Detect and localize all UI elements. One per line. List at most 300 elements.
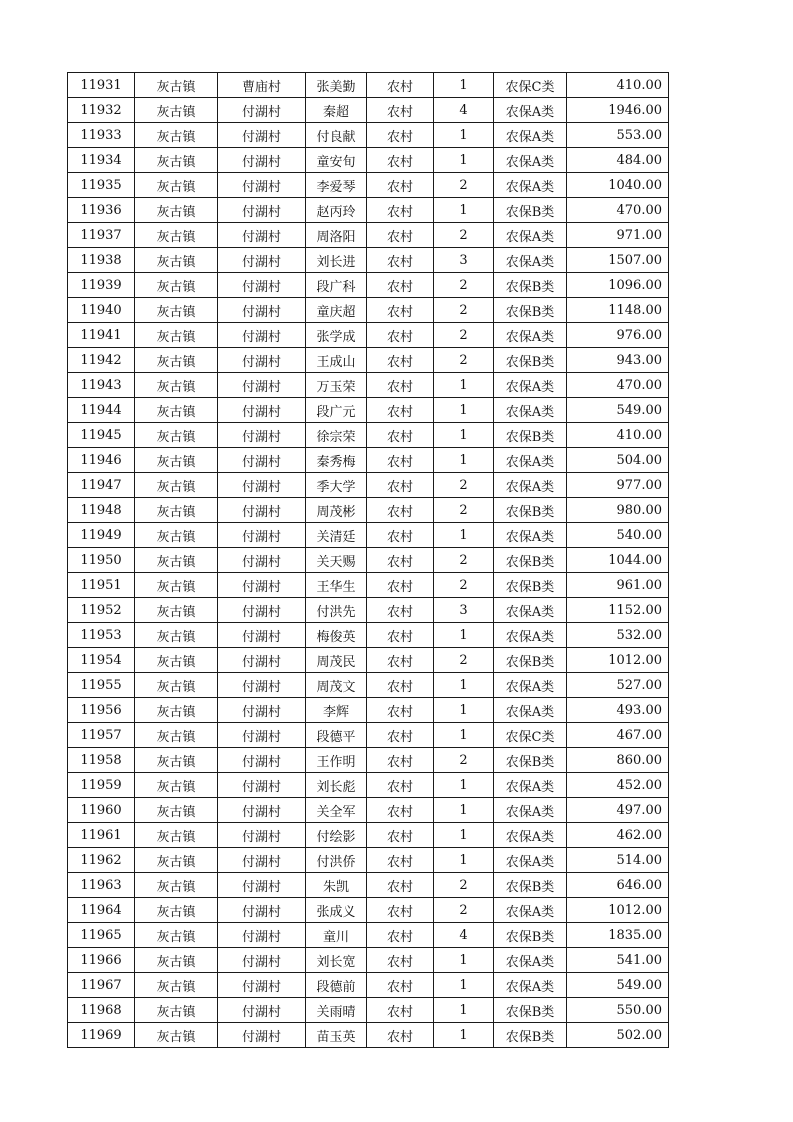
table-row: [68, 673, 669, 698]
cell-insurance-category: 农保A类: [494, 398, 567, 423]
cell-village: 付湖村: [218, 623, 306, 648]
cell-insurance-category: 农保B类: [494, 748, 567, 773]
cell-household-type: 农村: [367, 573, 434, 598]
cell-insurance-category: 农保A类: [494, 798, 567, 823]
cell-insurance-category: 农保B类: [494, 198, 567, 223]
cell-insurance-category: 农保A类: [494, 773, 567, 798]
cell-town: 灰古镇: [135, 98, 218, 123]
cell-amount: 462.00: [567, 823, 669, 848]
cell-record-id: 11931: [68, 73, 135, 98]
cell-name: 周洛阳: [306, 223, 367, 248]
cell-household-type: 农村: [367, 323, 434, 348]
cell-household-type: 农村: [367, 123, 434, 148]
table-row: [68, 98, 669, 123]
cell-insurance-category: 农保A类: [494, 948, 567, 973]
cell-village: 付湖村: [218, 598, 306, 623]
cell-name: 张美勤: [306, 73, 367, 98]
cell-town: 灰古镇: [135, 648, 218, 673]
table-row: [68, 523, 669, 548]
cell-village: 付湖村: [218, 998, 306, 1023]
cell-village: 付湖村: [218, 448, 306, 473]
cell-amount: 452.00: [567, 773, 669, 798]
cell-amount: 1040.00: [567, 173, 669, 198]
table-row: [68, 923, 669, 948]
cell-record-id: 11948: [68, 498, 135, 523]
cell-town: 灰古镇: [135, 973, 218, 998]
cell-amount: 976.00: [567, 323, 669, 348]
cell-town: 灰古镇: [135, 923, 218, 948]
cell-insurance-category: 农保C类: [494, 73, 567, 98]
cell-member-count: 1: [434, 623, 494, 648]
cell-insurance-category: 农保A类: [494, 898, 567, 923]
cell-amount: 504.00: [567, 448, 669, 473]
cell-member-count: 1: [434, 823, 494, 848]
cell-name: 关雨晴: [306, 998, 367, 1023]
cell-name: 关天赐: [306, 548, 367, 573]
table-row: [68, 448, 669, 473]
cell-town: 灰古镇: [135, 798, 218, 823]
table-row: [68, 848, 669, 873]
cell-insurance-category: 农保B类: [494, 648, 567, 673]
cell-amount: 410.00: [567, 73, 669, 98]
cell-household-type: 农村: [367, 523, 434, 548]
cell-record-id: 11936: [68, 198, 135, 223]
cell-name: 童安旬: [306, 148, 367, 173]
cell-amount: 646.00: [567, 873, 669, 898]
cell-town: 灰古镇: [135, 573, 218, 598]
cell-village: 付湖村: [218, 148, 306, 173]
cell-village: 付湖村: [218, 548, 306, 573]
cell-record-id: 11960: [68, 798, 135, 823]
cell-insurance-category: 农保B类: [494, 573, 567, 598]
cell-village: 付湖村: [218, 273, 306, 298]
cell-amount: 1835.00: [567, 923, 669, 948]
cell-record-id: 11967: [68, 973, 135, 998]
cell-town: 灰古镇: [135, 348, 218, 373]
cell-name: 段德前: [306, 973, 367, 998]
table-row: [68, 148, 669, 173]
cell-town: 灰古镇: [135, 423, 218, 448]
cell-household-type: 农村: [367, 723, 434, 748]
cell-amount: 493.00: [567, 698, 669, 723]
cell-insurance-category: 农保A类: [494, 623, 567, 648]
cell-village: 付湖村: [218, 198, 306, 223]
cell-name: 苗玉英: [306, 1023, 367, 1048]
cell-amount: 1152.00: [567, 598, 669, 623]
cell-town: 灰古镇: [135, 173, 218, 198]
cell-member-count: 1: [434, 723, 494, 748]
cell-member-count: 1: [434, 698, 494, 723]
cell-household-type: 农村: [367, 548, 434, 573]
cell-village: 付湖村: [218, 398, 306, 423]
cell-household-type: 农村: [367, 1023, 434, 1048]
cell-amount: 980.00: [567, 498, 669, 523]
cell-household-type: 农村: [367, 598, 434, 623]
cell-name: 王作明: [306, 748, 367, 773]
cell-household-type: 农村: [367, 798, 434, 823]
cell-village: 付湖村: [218, 698, 306, 723]
cell-record-id: 11943: [68, 373, 135, 398]
cell-member-count: 2: [434, 573, 494, 598]
cell-household-type: 农村: [367, 448, 434, 473]
cell-member-count: 4: [434, 923, 494, 948]
cell-insurance-category: 农保A类: [494, 823, 567, 848]
cell-household-type: 农村: [367, 948, 434, 973]
table-row: [68, 173, 669, 198]
cell-record-id: 11957: [68, 723, 135, 748]
cell-member-count: 1: [434, 373, 494, 398]
cell-insurance-category: 农保A类: [494, 698, 567, 723]
table-row: [68, 198, 669, 223]
cell-village: 付湖村: [218, 723, 306, 748]
cell-record-id: 11938: [68, 248, 135, 273]
cell-town: 灰古镇: [135, 323, 218, 348]
cell-record-id: 11935: [68, 173, 135, 198]
cell-insurance-category: 农保B类: [494, 873, 567, 898]
cell-town: 灰古镇: [135, 673, 218, 698]
cell-record-id: 11969: [68, 1023, 135, 1048]
cell-town: 灰古镇: [135, 148, 218, 173]
cell-town: 灰古镇: [135, 73, 218, 98]
cell-household-type: 农村: [367, 73, 434, 98]
cell-amount: 549.00: [567, 398, 669, 423]
cell-member-count: 1: [434, 948, 494, 973]
cell-name: 王成山: [306, 348, 367, 373]
cell-amount: 497.00: [567, 798, 669, 823]
cell-village: 付湖村: [218, 223, 306, 248]
cell-name: 付洪侨: [306, 848, 367, 873]
cell-insurance-category: 农保C类: [494, 723, 567, 748]
cell-amount: 541.00: [567, 948, 669, 973]
table-row: [68, 873, 669, 898]
cell-town: 灰古镇: [135, 198, 218, 223]
cell-village: 付湖村: [218, 848, 306, 873]
cell-amount: 470.00: [567, 373, 669, 398]
cell-member-count: 2: [434, 648, 494, 673]
cell-name: 李爱琴: [306, 173, 367, 198]
cell-amount: 467.00: [567, 723, 669, 748]
cell-member-count: 1: [434, 148, 494, 173]
cell-record-id: 11959: [68, 773, 135, 798]
cell-member-count: 2: [434, 323, 494, 348]
cell-village: 付湖村: [218, 948, 306, 973]
cell-household-type: 农村: [367, 473, 434, 498]
cell-record-id: 11951: [68, 573, 135, 598]
cell-member-count: 1: [434, 1023, 494, 1048]
cell-record-id: 11933: [68, 123, 135, 148]
cell-insurance-category: 农保A类: [494, 598, 567, 623]
cell-household-type: 农村: [367, 273, 434, 298]
cell-amount: 410.00: [567, 423, 669, 448]
cell-insurance-category: 农保B类: [494, 423, 567, 448]
cell-household-type: 农村: [367, 823, 434, 848]
table-row: [68, 123, 669, 148]
cell-amount: 1012.00: [567, 648, 669, 673]
cell-amount: 540.00: [567, 523, 669, 548]
cell-village: 付湖村: [218, 748, 306, 773]
cell-village: 付湖村: [218, 923, 306, 948]
cell-name: 童庆超: [306, 298, 367, 323]
cell-insurance-category: 农保B类: [494, 298, 567, 323]
table-body: [68, 73, 669, 1048]
table-row: [68, 623, 669, 648]
cell-village: 付湖村: [218, 973, 306, 998]
cell-insurance-category: 农保B类: [494, 498, 567, 523]
cell-insurance-category: 农保A类: [494, 448, 567, 473]
cell-insurance-category: 农保A类: [494, 173, 567, 198]
cell-amount: 550.00: [567, 998, 669, 1023]
table-row: [68, 948, 669, 973]
cell-town: 灰古镇: [135, 523, 218, 548]
cell-insurance-category: 农保A类: [494, 673, 567, 698]
table-row: [68, 498, 669, 523]
cell-name: 付洪先: [306, 598, 367, 623]
table-row: [68, 223, 669, 248]
cell-member-count: 1: [434, 423, 494, 448]
cell-member-count: 2: [434, 873, 494, 898]
records-table: [67, 72, 669, 1048]
cell-record-id: 11946: [68, 448, 135, 473]
cell-household-type: 农村: [367, 848, 434, 873]
cell-record-id: 11963: [68, 873, 135, 898]
cell-town: 灰古镇: [135, 623, 218, 648]
cell-amount: 484.00: [567, 148, 669, 173]
cell-insurance-category: 农保B类: [494, 273, 567, 298]
cell-town: 灰古镇: [135, 273, 218, 298]
cell-name: 刘长进: [306, 248, 367, 273]
cell-village: 付湖村: [218, 673, 306, 698]
cell-member-count: 2: [434, 173, 494, 198]
cell-village: 付湖村: [218, 823, 306, 848]
cell-village: 付湖村: [218, 323, 306, 348]
cell-amount: 860.00: [567, 748, 669, 773]
table-row: [68, 823, 669, 848]
cell-household-type: 农村: [367, 873, 434, 898]
cell-town: 灰古镇: [135, 873, 218, 898]
cell-record-id: 11932: [68, 98, 135, 123]
cell-household-type: 农村: [367, 248, 434, 273]
cell-insurance-category: 农保A类: [494, 973, 567, 998]
cell-town: 灰古镇: [135, 773, 218, 798]
cell-name: 关全军: [306, 798, 367, 823]
table-row: [68, 773, 669, 798]
table-row: [68, 398, 669, 423]
cell-village: 付湖村: [218, 523, 306, 548]
cell-amount: 943.00: [567, 348, 669, 373]
cell-record-id: 11964: [68, 898, 135, 923]
cell-amount: 1012.00: [567, 898, 669, 923]
cell-village: 付湖村: [218, 248, 306, 273]
cell-name: 季大学: [306, 473, 367, 498]
cell-member-count: 1: [434, 673, 494, 698]
cell-town: 灰古镇: [135, 548, 218, 573]
cell-household-type: 农村: [367, 398, 434, 423]
cell-insurance-category: 农保A类: [494, 223, 567, 248]
cell-member-count: 1: [434, 198, 494, 223]
cell-amount: 1507.00: [567, 248, 669, 273]
cell-household-type: 农村: [367, 973, 434, 998]
cell-village: 付湖村: [218, 123, 306, 148]
table-row: [68, 248, 669, 273]
cell-record-id: 11961: [68, 823, 135, 848]
cell-household-type: 农村: [367, 98, 434, 123]
cell-name: 段德平: [306, 723, 367, 748]
cell-record-id: 11939: [68, 273, 135, 298]
cell-household-type: 农村: [367, 223, 434, 248]
cell-record-id: 11944: [68, 398, 135, 423]
cell-village: 付湖村: [218, 573, 306, 598]
cell-name: 王华生: [306, 573, 367, 598]
table-row: [68, 373, 669, 398]
cell-record-id: 11968: [68, 998, 135, 1023]
cell-name: 周茂文: [306, 673, 367, 698]
cell-record-id: 11947: [68, 473, 135, 498]
cell-name: 刘长宽: [306, 948, 367, 973]
table-row: [68, 573, 669, 598]
cell-amount: 1096.00: [567, 273, 669, 298]
cell-record-id: 11953: [68, 623, 135, 648]
cell-name: 徐宗荣: [306, 423, 367, 448]
cell-amount: 971.00: [567, 223, 669, 248]
cell-name: 段广科: [306, 273, 367, 298]
cell-household-type: 农村: [367, 673, 434, 698]
cell-amount: 961.00: [567, 573, 669, 598]
cell-record-id: 11962: [68, 848, 135, 873]
cell-household-type: 农村: [367, 623, 434, 648]
cell-household-type: 农村: [367, 923, 434, 948]
cell-village: 付湖村: [218, 1023, 306, 1048]
cell-insurance-category: 农保B类: [494, 548, 567, 573]
cell-insurance-category: 农保B类: [494, 923, 567, 948]
table-row: [68, 798, 669, 823]
cell-village: 付湖村: [218, 298, 306, 323]
cell-name: 秦超: [306, 98, 367, 123]
cell-household-type: 农村: [367, 148, 434, 173]
cell-member-count: 1: [434, 123, 494, 148]
cell-household-type: 农村: [367, 348, 434, 373]
table-row: [68, 898, 669, 923]
cell-household-type: 农村: [367, 698, 434, 723]
cell-town: 灰古镇: [135, 598, 218, 623]
cell-name: 万玉荣: [306, 373, 367, 398]
cell-amount: 549.00: [567, 973, 669, 998]
cell-village: 曹庙村: [218, 73, 306, 98]
cell-name: 周茂民: [306, 648, 367, 673]
cell-amount: 527.00: [567, 673, 669, 698]
cell-record-id: 11934: [68, 148, 135, 173]
cell-insurance-category: 农保A类: [494, 248, 567, 273]
cell-insurance-category: 农保A类: [494, 473, 567, 498]
cell-name: 关清廷: [306, 523, 367, 548]
cell-record-id: 11942: [68, 348, 135, 373]
cell-record-id: 11966: [68, 948, 135, 973]
table-row: [68, 473, 669, 498]
cell-household-type: 农村: [367, 423, 434, 448]
table-row: [68, 323, 669, 348]
cell-village: 付湖村: [218, 173, 306, 198]
cell-name: 童川: [306, 923, 367, 948]
cell-member-count: 2: [434, 498, 494, 523]
cell-member-count: 3: [434, 248, 494, 273]
cell-member-count: 3: [434, 598, 494, 623]
cell-village: 付湖村: [218, 898, 306, 923]
cell-village: 付湖村: [218, 348, 306, 373]
table-row: [68, 723, 669, 748]
cell-name: 周茂彬: [306, 498, 367, 523]
table-row: [68, 648, 669, 673]
cell-town: 灰古镇: [135, 823, 218, 848]
cell-member-count: 2: [434, 348, 494, 373]
cell-household-type: 农村: [367, 648, 434, 673]
cell-record-id: 11958: [68, 748, 135, 773]
table-row: [68, 998, 669, 1023]
cell-household-type: 农村: [367, 173, 434, 198]
cell-insurance-category: 农保B类: [494, 348, 567, 373]
cell-record-id: 11956: [68, 698, 135, 723]
cell-household-type: 农村: [367, 748, 434, 773]
cell-member-count: 1: [434, 448, 494, 473]
cell-household-type: 农村: [367, 898, 434, 923]
cell-record-id: 11949: [68, 523, 135, 548]
cell-member-count: 2: [434, 473, 494, 498]
cell-member-count: 2: [434, 748, 494, 773]
cell-town: 灰古镇: [135, 723, 218, 748]
cell-amount: 1148.00: [567, 298, 669, 323]
cell-village: 付湖村: [218, 423, 306, 448]
cell-amount: 532.00: [567, 623, 669, 648]
cell-town: 灰古镇: [135, 498, 218, 523]
cell-town: 灰古镇: [135, 748, 218, 773]
cell-member-count: 4: [434, 98, 494, 123]
table-row: [68, 1023, 669, 1048]
cell-name: 张成义: [306, 898, 367, 923]
cell-name: 付绘影: [306, 823, 367, 848]
table-row: [68, 73, 669, 98]
cell-member-count: 1: [434, 398, 494, 423]
cell-member-count: 1: [434, 73, 494, 98]
cell-town: 灰古镇: [135, 123, 218, 148]
cell-member-count: 2: [434, 273, 494, 298]
cell-amount: 1044.00: [567, 548, 669, 573]
cell-member-count: 1: [434, 523, 494, 548]
cell-village: 付湖村: [218, 873, 306, 898]
cell-name: 刘长彪: [306, 773, 367, 798]
cell-amount: 553.00: [567, 123, 669, 148]
table-row: [68, 273, 669, 298]
cell-town: 灰古镇: [135, 948, 218, 973]
cell-household-type: 农村: [367, 373, 434, 398]
cell-town: 灰古镇: [135, 398, 218, 423]
cell-household-type: 农村: [367, 198, 434, 223]
cell-record-id: 11940: [68, 298, 135, 323]
cell-record-id: 11950: [68, 548, 135, 573]
cell-name: 段广元: [306, 398, 367, 423]
cell-household-type: 农村: [367, 998, 434, 1023]
cell-town: 灰古镇: [135, 223, 218, 248]
cell-town: 灰古镇: [135, 373, 218, 398]
cell-town: 灰古镇: [135, 848, 218, 873]
cell-amount: 470.00: [567, 198, 669, 223]
cell-name: 朱凯: [306, 873, 367, 898]
cell-member-count: 1: [434, 973, 494, 998]
table-row: [68, 748, 669, 773]
cell-village: 付湖村: [218, 98, 306, 123]
cell-town: 灰古镇: [135, 898, 218, 923]
cell-name: 张学成: [306, 323, 367, 348]
cell-record-id: 11954: [68, 648, 135, 673]
cell-household-type: 农村: [367, 498, 434, 523]
cell-amount: 502.00: [567, 1023, 669, 1048]
